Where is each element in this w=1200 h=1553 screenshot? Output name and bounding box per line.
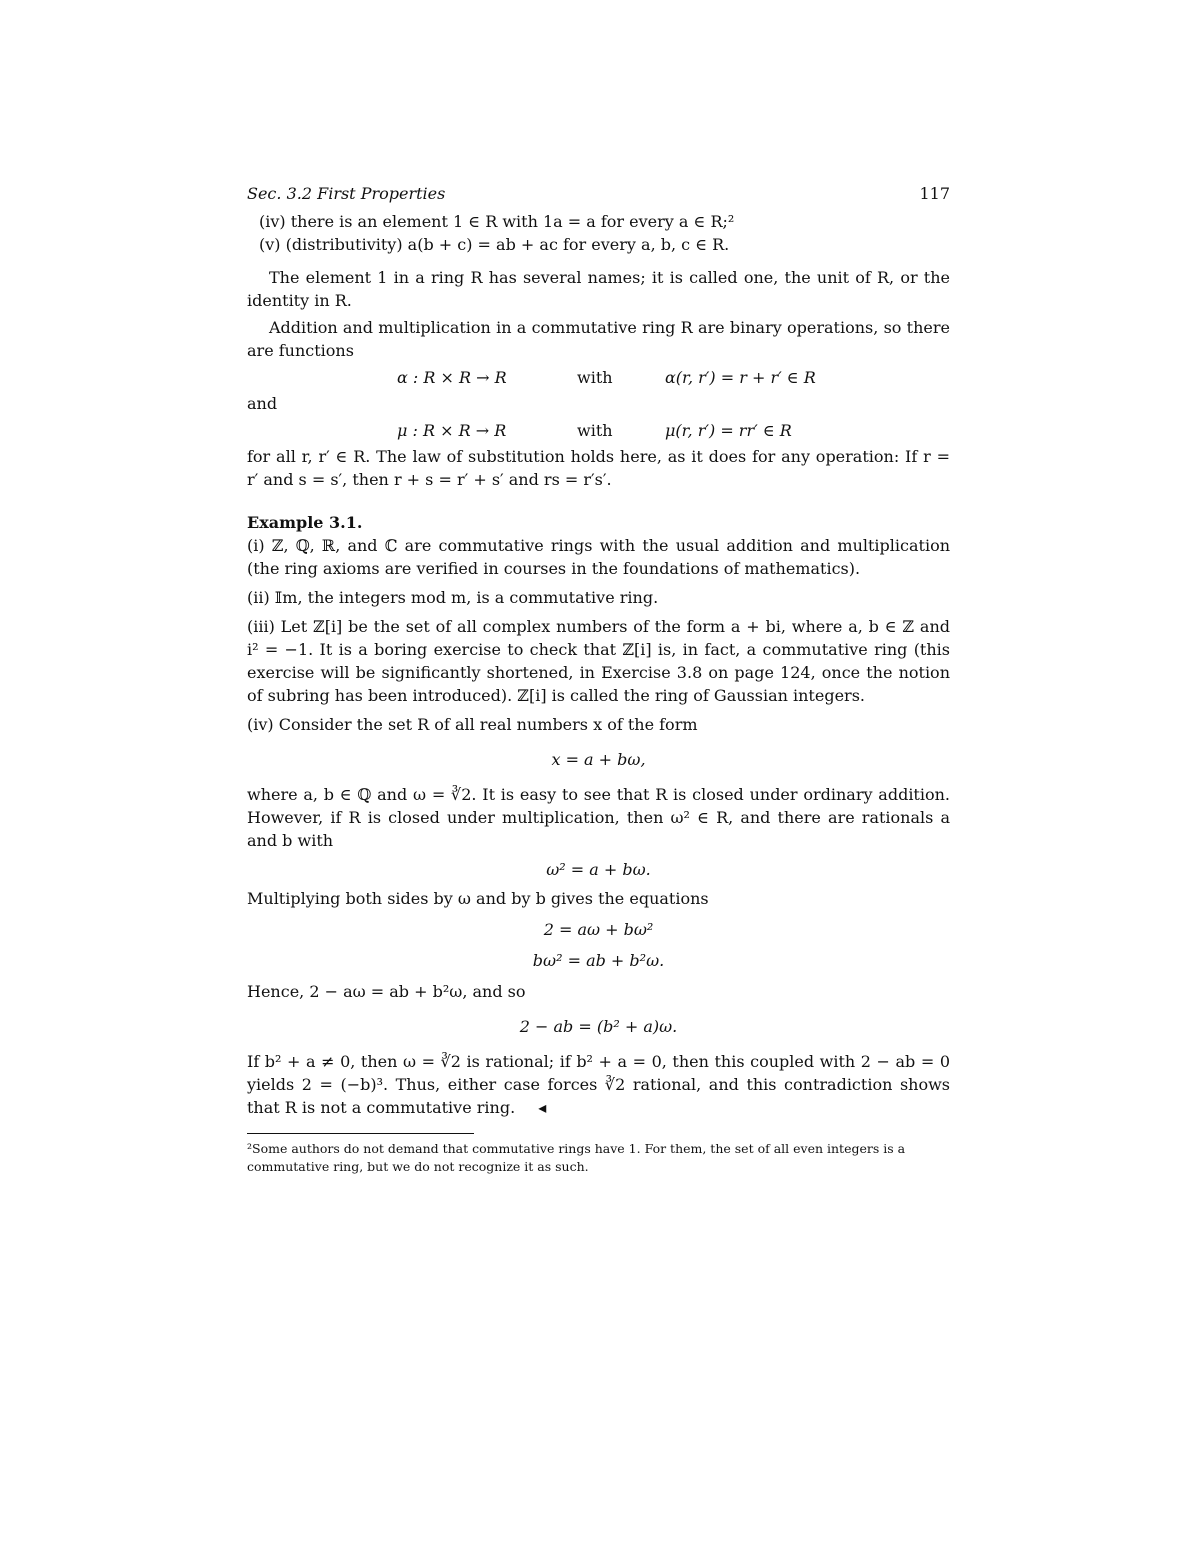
paragraph-conclusion bbox=[247, 1050, 950, 1119]
example-item-iii: (iii) Let ℤ[i] be the set of all complex numbers of the form a + bi, where a, b ∈ ℤ and i² = −1. It is a boring exercise to check that ℤ[i] is, in fact, a commutative ring (this exercise will be significantly shortened, in Exercise 3.8 on page 124, once the notion of subring has been introduced). ℤ[i] is called the ring of Gaussian integers. bbox=[247, 617, 950, 705]
section-title: Sec. 3.2 First Properties bbox=[247, 184, 446, 203]
alpha-map: α : R × R → R bbox=[397, 368, 507, 387]
equation-final: 2 − ab = (b² + a)ω. bbox=[519, 1017, 678, 1036]
equation-3a: 2 = aω + bω² bbox=[543, 920, 654, 939]
page-number: 117 bbox=[919, 184, 950, 203]
and-word: and bbox=[247, 394, 278, 413]
running-header bbox=[247, 182, 950, 210]
alpha-rule: α(r, r′) = r + r′ ∈ R bbox=[665, 368, 816, 387]
equation-3b: bω² = ab + b²ω. bbox=[532, 951, 665, 970]
paragraph-hence: Hence, 2 − aω = ab + b²ω, and so bbox=[247, 982, 526, 1001]
mu-with: with bbox=[577, 421, 613, 440]
paragraph-where: where a, b ∈ ℚ and ω = ∛2. It is easy to see that R is closed under ordinary addition. However, if R is closed under multiplication, then ω² ∈ R, and there are rationals a and b with bbox=[247, 785, 950, 850]
end-of-example-icon: ◂ bbox=[538, 1098, 547, 1117]
mu-display bbox=[247, 415, 950, 445]
example-item-iv: (iv) Consider the set R of all real numbers x of the form bbox=[247, 715, 698, 734]
equation-omega-squared: ω² = a + bω. bbox=[546, 860, 651, 879]
example-item-ii: (ii) 𝕀m, the integers mod m, is a commutative ring. bbox=[247, 588, 659, 607]
alpha-display bbox=[247, 362, 950, 392]
example-heading: Example 3.1. bbox=[247, 513, 363, 532]
equation-pair bbox=[247, 918, 950, 972]
example-item-i: (i) ℤ, ℚ, ℝ, and ℂ are commutative rings with the usual addition and multiplication (the ring axioms are verified in courses in the foundations of mathematics). bbox=[247, 536, 950, 578]
footnote: ²Some authors do not demand that commutative rings have 1. For them, the set of all even integers is a commutative ring, but we do not recognize it as such. bbox=[247, 1141, 906, 1174]
footnote-rule bbox=[247, 1133, 474, 1134]
axiom-v: (v) (distributivity) a(b + c) = ab + ac for every a, b, c ∈ R. bbox=[259, 235, 730, 254]
paragraph-binary-ops: Addition and multiplication in a commutative ring R are binary operations, so there are functions bbox=[247, 318, 950, 360]
axiom-iv: (iv) there is an element 1 ∈ R with 1a = a for every a ∈ R;² bbox=[259, 212, 735, 231]
alpha-with: with bbox=[577, 368, 613, 387]
paragraph-unit-names: The element 1 in a ring R has several names; it is called one, the unit of R, or the identity in R. bbox=[247, 268, 950, 310]
page bbox=[247, 182, 950, 1176]
paragraph-multiplying: Multiplying both sides by ω and by b gives the equations bbox=[247, 889, 709, 908]
mu-map: μ : R × R → R bbox=[397, 421, 507, 440]
conclusion-text: If b² + a ≠ 0, then ω = ∛2 is rational; if b² + a = 0, then this coupled with 2 − ab = 0 yields 2 = (−b)³. Thus, either case forces ∛2 rational, and this contradiction shows that R is not a commutative ring. bbox=[247, 1052, 950, 1117]
mu-rule: μ(r, r′) = rr′ ∈ R bbox=[665, 421, 792, 440]
paragraph-substitution: for all r, r′ ∈ R. The law of substitution holds here, as it does for any operation: If r = r′ and s = s′, then r + s = r′ + s′ and rs = r′s′. bbox=[247, 447, 950, 489]
equation-x: x = a + bω, bbox=[551, 750, 646, 769]
